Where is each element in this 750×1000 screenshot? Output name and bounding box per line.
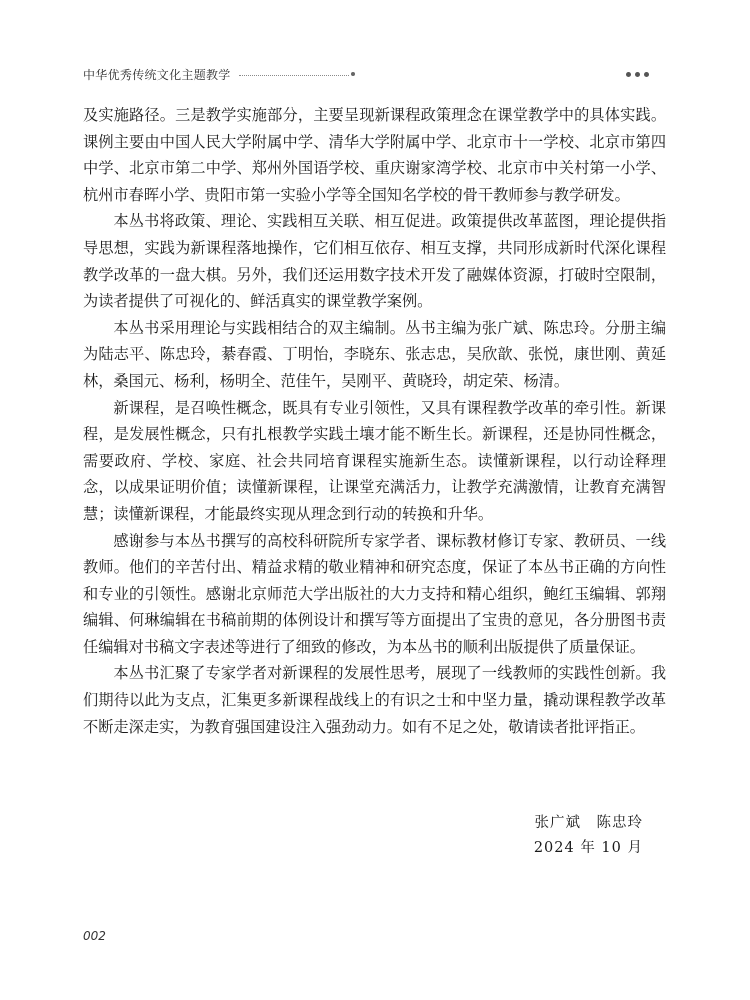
running-title: 中华优秀传统文化主题教学 [83,67,231,82]
signature-block [534,812,643,859]
paragraph-5: 感谢参与本丛书撰写的高校科研院所专家学者、课标教材修订专家、教研员、一线教师。他们的辛苦付出、精益求精的敬业精神和研究态度，保证了本丛书正确的方向性和专业的引领性。感谢北京师范大学出版社的大力支持和精心组织，鲍红玉编辑、郭翔编辑、何琳编辑在书稿前期的体例设计和撰写等方面提出了宝贵的意见，各分册图书责任编辑对书稿文字表述等进行了细致的修改，为本丛书的顺利出版提供了质量保证。 [83,531,666,656]
paragraph-6: 本丛书汇聚了专家学者对新课程的发展性思考，展现了一线教师的实践性创新。我们期待以此为支点，汇集更多新课程战线上的有识之士和中坚力量，撬动课程教学改革不断走深走实，为教育强国建设注入强劲动力。如有不足之处，敬请读者批评指正。 [83,664,666,736]
rule-end-dot [351,72,355,76]
paragraph-1: 及实施路径。三是教学实施部分，主要呈现新课程政策理念在课堂教学中的具体实践。课例主要由中国人民大学附属中学、清华大学附属中学、北京市十一学校、北京市第四中学、北京市第二中学、郑州外国语学校、重庆谢家湾学校、北京市中关村第一小学、杭州市春晖小学、贵阳市第一实验小学等全国知名学校的骨干教师参与教学研发。 [83,106,666,204]
ellipsis-dots-icon [626,72,649,77]
dotted-rule [239,75,349,76]
body-text [83,102,666,740]
running-header [83,64,649,84]
signature-date: 2024 年 10 月 [533,840,643,856]
paragraph-2: 本丛书将政策、理论、实践相互关联、相互促进。政策提供改革蓝图，理论提供指导思想，实践为新课程落地操作，它们相互依存、相互支撑，共同形成新时代深化课程教学改革的一盘大棋。另外，我们还运用数字技术开发了融媒体资源，打破时空限制，为读者提供了可视化的、鲜活真实的课堂教学案例。 [83,212,666,311]
signature-names: 张广斌 陈忠玲 [534,815,643,831]
paragraph-4: 新课程，是召唤性概念，既具有专业引领性，又具有课程教学改革的牵引性。新课程，是发展性概念，只有扎根教学实践土壤才能不断生长。新课程，还是协同性概念，需要政府、学校、家庭、社会共同培育课程实施新生态。读懂新课程，以行动诠释理念，以成果证明价值；读懂新课程，让课堂充满活力，让教学充满激情，让教育充满智慧；读懂新课程，才能最终实现从理念到行动的转换和升华。 [83,398,666,523]
paragraph-3: 本丛书采用理论与实践相结合的双主编制。丛书主编为张广斌、陈忠玲。分册主编为陆志平、陈忠玲，綦春霞、丁明怡，李晓东、张志忠，吴欣歆、张悦，康世刚、黄延林，桑国元、杨利，杨明全、范佳午，吴刚平、黄晓玲，胡定荣、杨清。 [83,318,666,390]
page-number: 002 [83,929,106,943]
